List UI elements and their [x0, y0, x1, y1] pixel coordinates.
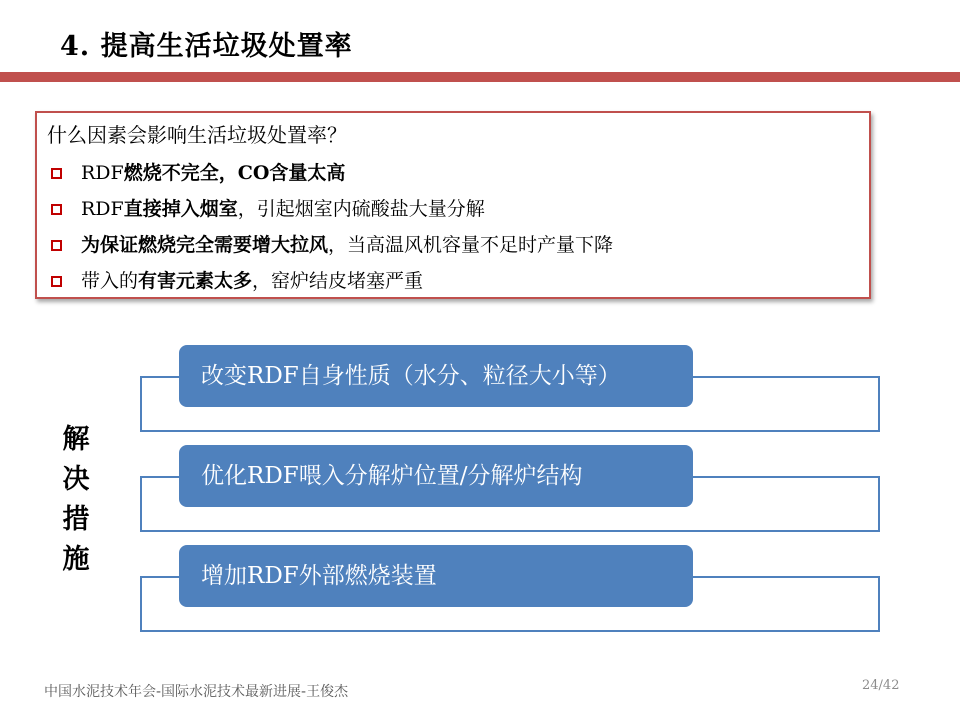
factor-text: ，窑炉结皮堵塞严重 — [252, 270, 424, 292]
factor-text: 有害元素太多 — [138, 270, 253, 292]
factor-text: ，引起烟室内硫酸盐大量分解 — [237, 198, 485, 220]
measure-item-3: 增加RDF外部燃烧装置 — [179, 545, 693, 607]
solutions-label — [60, 420, 92, 580]
measure-item-1: 改变RDF自身性质（水分、粒径大小等） — [179, 345, 693, 407]
footer-text: 中国水泥技术年会-国际水泥技术最新进展-王俊杰 — [44, 684, 349, 700]
factor-text: RDF — [81, 198, 124, 220]
question-heading: 什么因素会影响生活垃圾处置率？ — [47, 123, 347, 147]
factor-text: RDF — [81, 162, 124, 184]
solutions-label-char: 决 — [62, 464, 90, 495]
solutions-label-char: 解 — [62, 424, 90, 455]
hollow-square-bullet-icon — [51, 240, 62, 251]
factor-item — [47, 191, 613, 227]
hollow-square-bullet-icon — [51, 168, 62, 179]
hollow-square-bullet-icon — [51, 276, 62, 287]
page-title: 4. 提高生活垃圾处置率 — [60, 31, 353, 62]
factor-text: 带入的 — [81, 270, 139, 292]
factor-text: 燃烧不完全，CO含量太高 — [123, 162, 346, 184]
solutions-label-char: 措 — [62, 504, 90, 535]
measure-item-2: 优化RDF喂入分解炉位置/分解炉结构 — [179, 445, 693, 507]
factor-text: 为保证燃烧完全需要增大拉风 — [81, 234, 329, 256]
factor-item — [47, 155, 613, 191]
solutions-label-char: 施 — [62, 544, 90, 575]
title-divider-bar — [0, 72, 960, 82]
factor-item — [47, 263, 613, 299]
factor-text: 直接掉入烟室 — [123, 198, 238, 220]
factor-item — [47, 227, 613, 263]
hollow-square-bullet-icon — [51, 204, 62, 215]
factor-text: ，当高温风机容量不足时产量下降 — [328, 234, 614, 256]
page-number: 24/42 — [862, 678, 900, 693]
factor-list — [47, 155, 613, 299]
question-box — [35, 111, 871, 299]
